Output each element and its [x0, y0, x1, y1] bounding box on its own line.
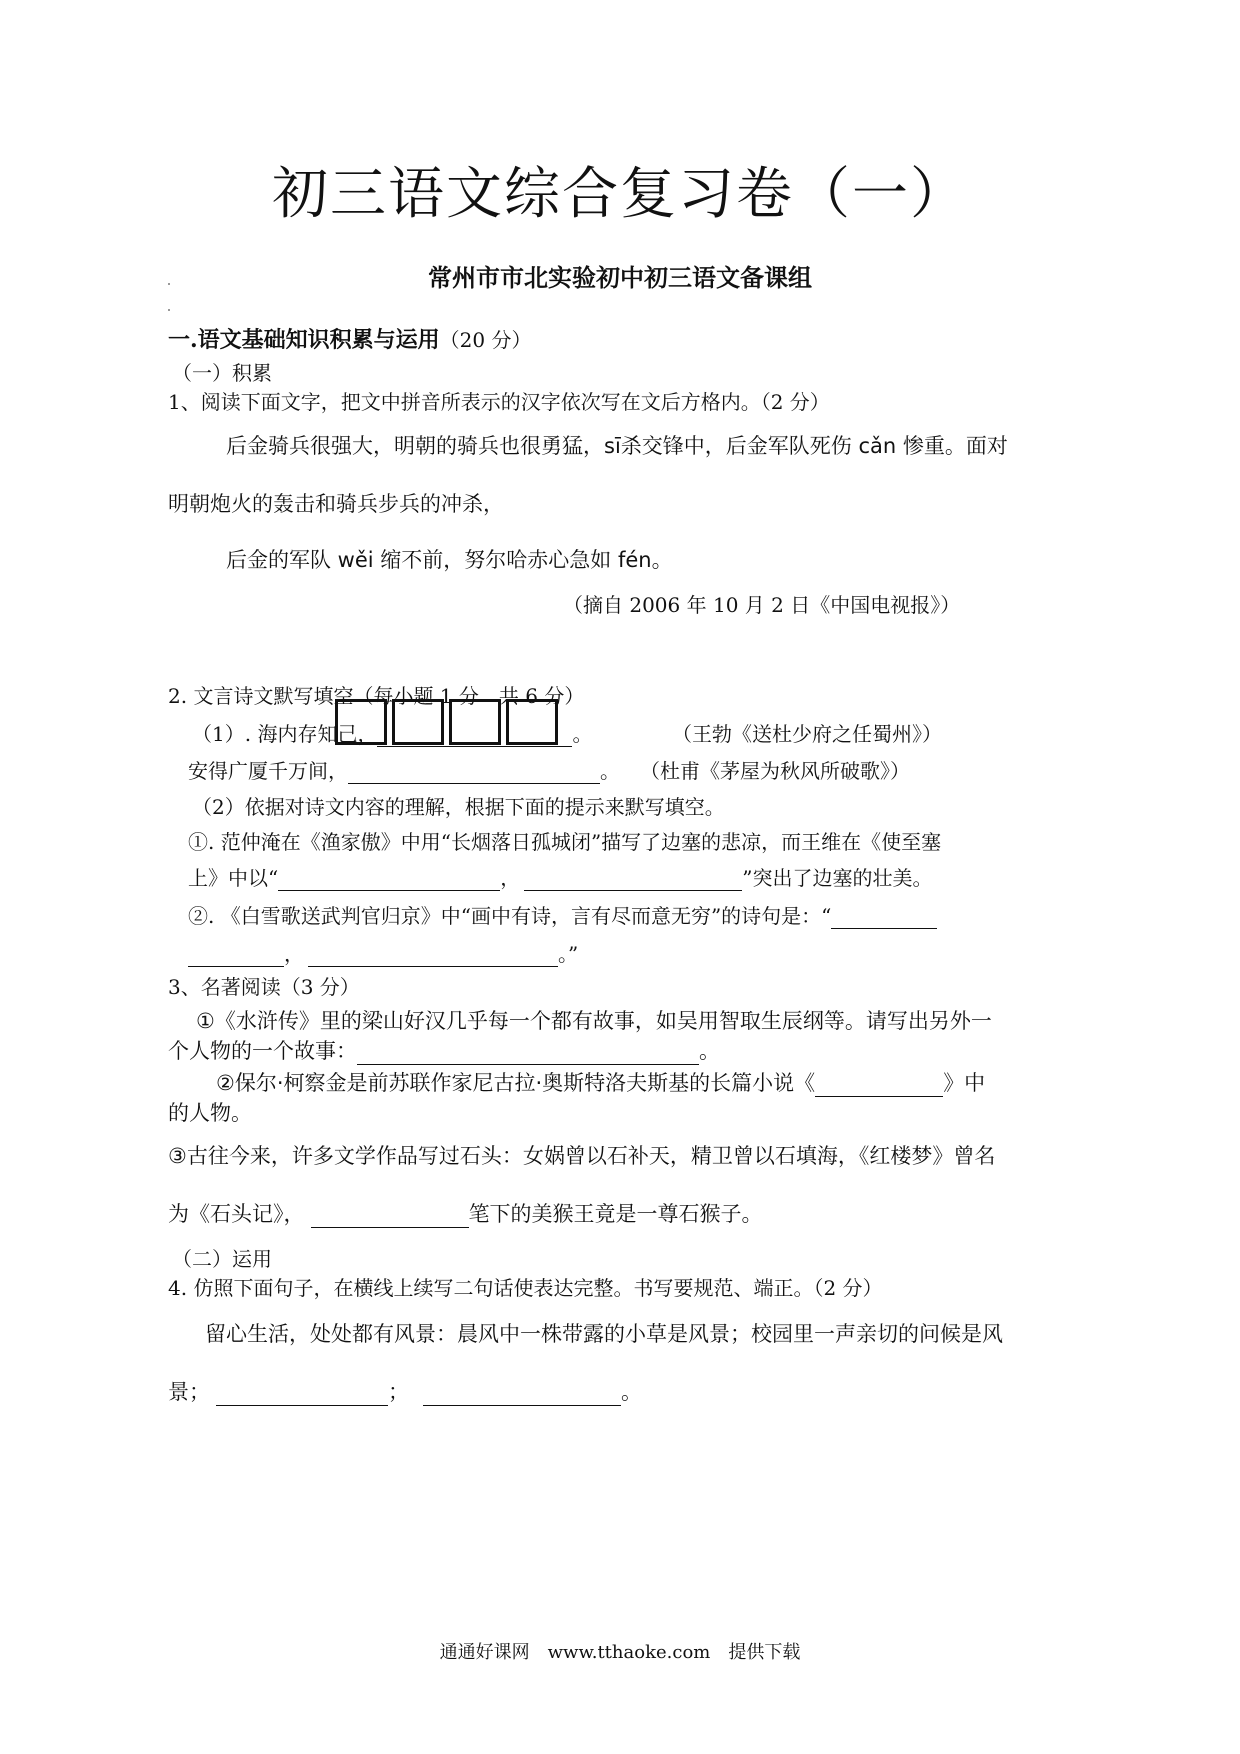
question-3-prompt: 3、名著阅读（3 分） — [168, 975, 360, 999]
question-1-source: （摘自 2006 年 10 月 2 日《中国电视报》） — [563, 593, 961, 617]
section-label: 一.语文基础知识积累与运用 — [168, 327, 440, 353]
question-3-item: ③古往今来，许多文学作品写过石头：女娲曾以石补天，精卫曾以石填海，《红楼梦》曾名 — [168, 1144, 996, 1168]
answer-blank[interactable] — [524, 868, 742, 891]
scan-speck — [168, 283, 170, 285]
question-1-passage-line: 后金骑兵很强大，明朝的骑兵也很勇猛，sī杀交锋中，后金军队死伤 cǎn 惨重。面对 — [226, 434, 1008, 458]
question-2-item: ①. 范仲淹在《渔家傲》中用“长烟落日孤城闭”描写了边塞的悲凉，而王维在《使至塞 — [188, 830, 942, 854]
scan-speck — [168, 309, 170, 311]
answer-blank[interactable] — [311, 1205, 469, 1228]
page-title: 初三语文综合复习卷（一） — [272, 162, 968, 227]
answer-blank[interactable] — [188, 944, 284, 967]
question-4-line: 景； ； 。 — [168, 1380, 642, 1404]
question-2-source: （杜甫《茅屋为秋风所破歌》） — [640, 759, 910, 783]
subsection-heading: （二）运用 — [172, 1247, 272, 1271]
page-footer: 通通好课网 www.tthaoke.com 提供下载 — [439, 1642, 801, 1663]
answer-blank[interactable] — [831, 906, 937, 929]
question-3-item: ①《水浒传》里的梁山好汉几乎每一个都有故事，如吴用智取生辰纲等。请写出另外一 — [196, 1009, 992, 1033]
answer-blank[interactable] — [308, 944, 558, 967]
question-4-prompt: 4. 仿照下面句子，在横线上续写二句话使表达完整。书写要规范、端正。（2 分） — [168, 1276, 883, 1300]
question-3-item: 的人物。 — [168, 1101, 252, 1125]
question-2-source: （王勃《送杜少府之任蜀州》） — [672, 722, 942, 746]
question-2-item: （2）依据对诗文内容的理解，根据下面的提示来默写填空。 — [192, 795, 725, 819]
question-2-item: ②. 《白雪歌送武判官归京》中“画中有诗，言有尽而意无穷”的诗句是：“ — [188, 900, 937, 929]
question-2-item: 上》中以“ ， ”突出了边塞的壮美。 — [188, 866, 933, 890]
question-3-item: 为《石头记》， 笔下的美猴王竟是一尊石猴子。 — [168, 1202, 763, 1226]
answer-blank[interactable] — [357, 1042, 699, 1065]
question-1-prompt: 1、阅读下面文字，把文中拼音所表示的汉字依次写在文后方格内。（2 分） — [168, 390, 830, 414]
question-3-item: 个人物的一个故事： 。 — [168, 1039, 720, 1063]
answer-blank[interactable] — [278, 868, 500, 891]
subsection-heading: （一）积累 — [172, 361, 272, 385]
answer-blank[interactable] — [348, 761, 600, 784]
question-2-prompt: 2. 文言诗文默写填空（每小题 1 分 共 6 分） — [168, 684, 585, 708]
section-heading — [168, 323, 531, 354]
answer-blank[interactable] — [377, 724, 572, 747]
question-3-item: ②保尔·柯察金是前苏联作家尼古拉·奥斯特洛夫斯基的长篇小说《 》中 — [216, 1071, 986, 1095]
section-points: （20 分） — [439, 328, 532, 352]
page-subtitle: 常州市市北实验初中初三语文备课组 — [428, 263, 812, 292]
question-1-passage-line: 明朝炮火的轰击和骑兵步兵的冲杀， — [168, 492, 504, 516]
question-4-line: 留心生活，处处都有风景：晨风中一株带露的小草是风景；校园里一声亲切的问候是风 — [205, 1322, 1003, 1346]
answer-blank[interactable] — [815, 1074, 943, 1097]
question-1-passage-line: 后金的军队 wěi 缩不前，努尔哈赤心急如 fén。 — [226, 548, 673, 572]
question-2-item: （1）. 海内存知己， 。 — [192, 722, 593, 746]
answer-blank[interactable] — [216, 1383, 388, 1406]
question-2-item: ， 。” — [188, 938, 578, 967]
answer-blank[interactable] — [423, 1383, 621, 1406]
question-2-item: 安得广厦千万间， 。 — [188, 759, 620, 783]
